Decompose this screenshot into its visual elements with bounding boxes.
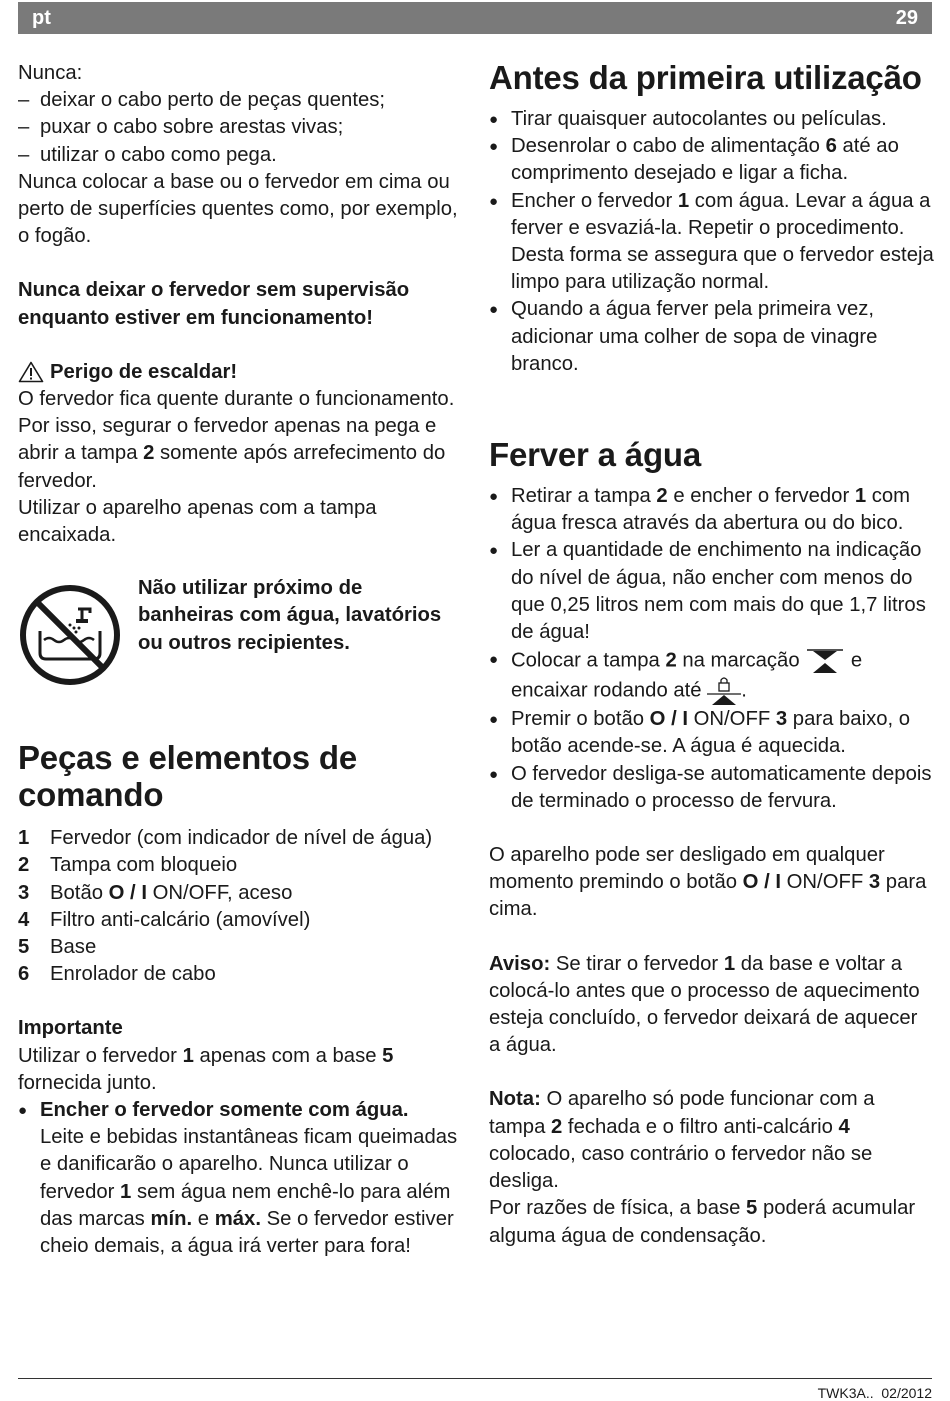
list-item: 5 Base	[18, 936, 97, 959]
first-use-heading: Antes da primeira utilização	[489, 59, 922, 96]
language-code: pt	[32, 7, 51, 29]
warning-triangle-icon	[18, 361, 44, 383]
lid-text: Utilizar o aparelho apenas com a tampa encaixada.	[18, 496, 377, 547]
list-item: 3 Botão O / I ON/OFF, aceso	[18, 881, 293, 904]
bath-warning-block	[18, 575, 463, 687]
important-title: Importante	[18, 1017, 123, 1040]
list-item: 6 Enrolador de cabo	[18, 963, 216, 986]
list-item: – utilizar o cabo como pega.	[18, 142, 463, 169]
list-item: ● Retirar a tampa 2 e encher o fervedor 1 com água fresca através da abertura ou do bico.	[489, 483, 934, 537]
off-text: O aparelho pode ser desligado em qualquer momento premindo o botão O / I ON/OFF 3 para cima.	[489, 844, 927, 921]
list-item: ● Desenrolar o cabo de alimentação 6 até ao comprimento desejado e ligar a ficha.	[489, 133, 934, 187]
footer-divider	[18, 1378, 932, 1379]
right-column	[489, 60, 934, 1250]
list-item: ● Tirar quaisquer autocolantes ou películas.	[489, 106, 934, 133]
lock-mark-icon	[707, 676, 741, 706]
page-number: 29	[895, 7, 918, 29]
list-item: 2 Tampa com bloqueio	[18, 854, 238, 877]
important-text: Utilizar o fervedor 1 apenas com a base 5 fornecida junto.	[18, 1044, 394, 1094]
page-header	[18, 2, 932, 34]
never-intro: Nunca:	[18, 62, 83, 84]
supervision-warning: Nunca deixar o fervedor sem supervisão enquanto estiver em funcionamento!	[18, 279, 410, 329]
left-column	[18, 60, 463, 1260]
list-item: ● Premir o botão O / I ON/OFF 3 para baixo, o botão acende-se. A água é aquecida.	[489, 706, 934, 760]
danger-title: Perigo de escaldar!	[50, 360, 238, 383]
lid-mark-icon	[805, 646, 845, 676]
danger-heading	[18, 359, 463, 386]
doc-date: 02/2012	[881, 1385, 932, 1401]
aviso-text: Aviso: Se tirar o fervedor 1 da base e voltar a colocá-lo antes que o processo de aquecimento esteja concluído, o fervedor deixará de aquecer a água.	[489, 952, 920, 1057]
footer	[818, 1385, 932, 1401]
list-item: ● O fervedor desliga-se automaticamente depois de terminado o processo de fervura.	[489, 761, 934, 815]
list-item: 1 Fervedor (com indicador de nível de água)	[18, 827, 433, 850]
never-base-text: Nunca colocar a base ou o fervedor em cima ou perto de superfícies quentes como, por exemplo, o fogão.	[18, 170, 458, 248]
bath-warning-text: Não utilizar próximo de banheiras com água, lavatórios ou outros recipientes.	[138, 577, 442, 654]
list-item: – deixar o cabo perto de peças quentes;	[18, 87, 463, 114]
no-bathtub-icon	[18, 583, 122, 687]
parts-heading: Peças e elementos de comando	[18, 739, 358, 814]
model-code: TWK3A..	[817, 1385, 874, 1401]
list-item: ● Encher o fervedor 1 com água. Levar a água a ferver e esvaziá-la. Repetir o procedimento. Desta forma se assegura que o fervedor esteja limpo para utilização normal.	[489, 188, 934, 297]
list-item: ● Quando a água ferver pela primeira vez, adicionar uma colher de sopa de vinagre branco.	[489, 296, 934, 378]
boil-heading: Ferver a água	[489, 436, 702, 474]
nota-text: Nota: O aparelho só pode funcionar com a tampa 2 fechada e o filtro anti-calcário 4 colocado, caso contrário o fervedor não se desliga.	[489, 1088, 875, 1193]
physics-text: Por razões de física, a base 5 poderá acumular alguma água de condensação.	[489, 1197, 916, 1247]
list-item: 4 Filtro anti-calcário (amovível)	[18, 908, 311, 931]
danger-text: O fervedor fica quente durante o funcionamento. Por isso, segurar o fervedor apenas na pega e abrir a tampa 2 somente após arrefecimento do fervedor.	[18, 388, 455, 492]
list-item: – puxar o cabo sobre arestas vivas;	[18, 114, 463, 141]
list-item: ● Colocar a tampa 2 na marcação e encaixar rodando até .	[489, 646, 934, 706]
water-only-item: ● Encher o fervedor somente com água. Leite e bebidas instantâneas ficam queimadas e danificarão o aparelho. Nunca utilizar o fervedor 1 sem água nem enchê-lo para além das marcas mín. e máx. Se o fervedor estiver cheio demais, a água irá verter para fora!	[18, 1097, 463, 1260]
list-item: ● Ler a quantidade de enchimento na indicação do nível de água, não encher com menos do que 0,25 litros nem com mais do que 1,7 litros de água!	[489, 537, 934, 646]
